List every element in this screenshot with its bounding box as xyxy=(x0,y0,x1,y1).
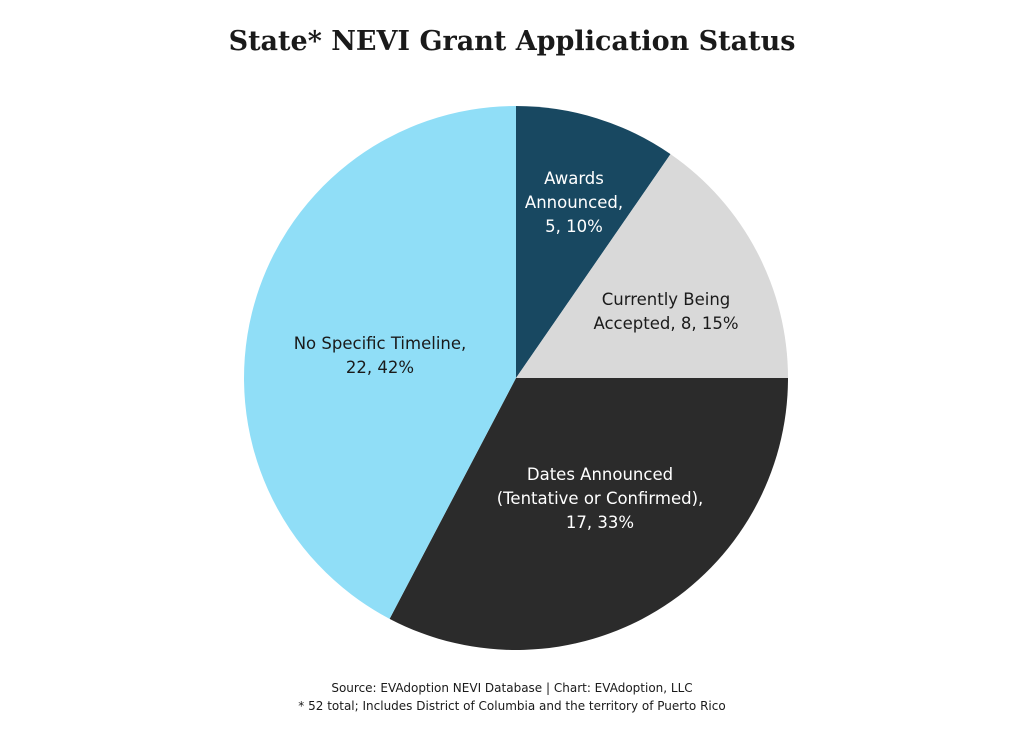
slice-label-line: Accepted, 8, 15% xyxy=(593,314,739,333)
slice-label-line: Awards xyxy=(544,169,604,188)
source-note: Source: EVAdoption NEVI Database | Chart: EVAdoption, LLC xyxy=(331,681,693,695)
slice-label-line: Announced, xyxy=(524,193,624,212)
slice-label-line: (Tentative or Confirmed), xyxy=(496,489,704,508)
footnote: * 52 total; Includes District of Columbia and the territory of Puerto Rico xyxy=(298,699,726,713)
slice-label-line: Currently Being xyxy=(601,290,731,309)
chart-title: State* NEVI Grant Application Status xyxy=(228,26,796,57)
slice-label-line: 22, 42% xyxy=(345,358,415,377)
slice-label-line: Dates Announced xyxy=(526,465,674,484)
slice-label-line: 17, 33% xyxy=(565,513,635,532)
pie-slices xyxy=(244,106,788,650)
slice-label-line: 5, 10% xyxy=(545,217,603,236)
slice-label-line: No Specific Timeline, xyxy=(293,334,467,353)
